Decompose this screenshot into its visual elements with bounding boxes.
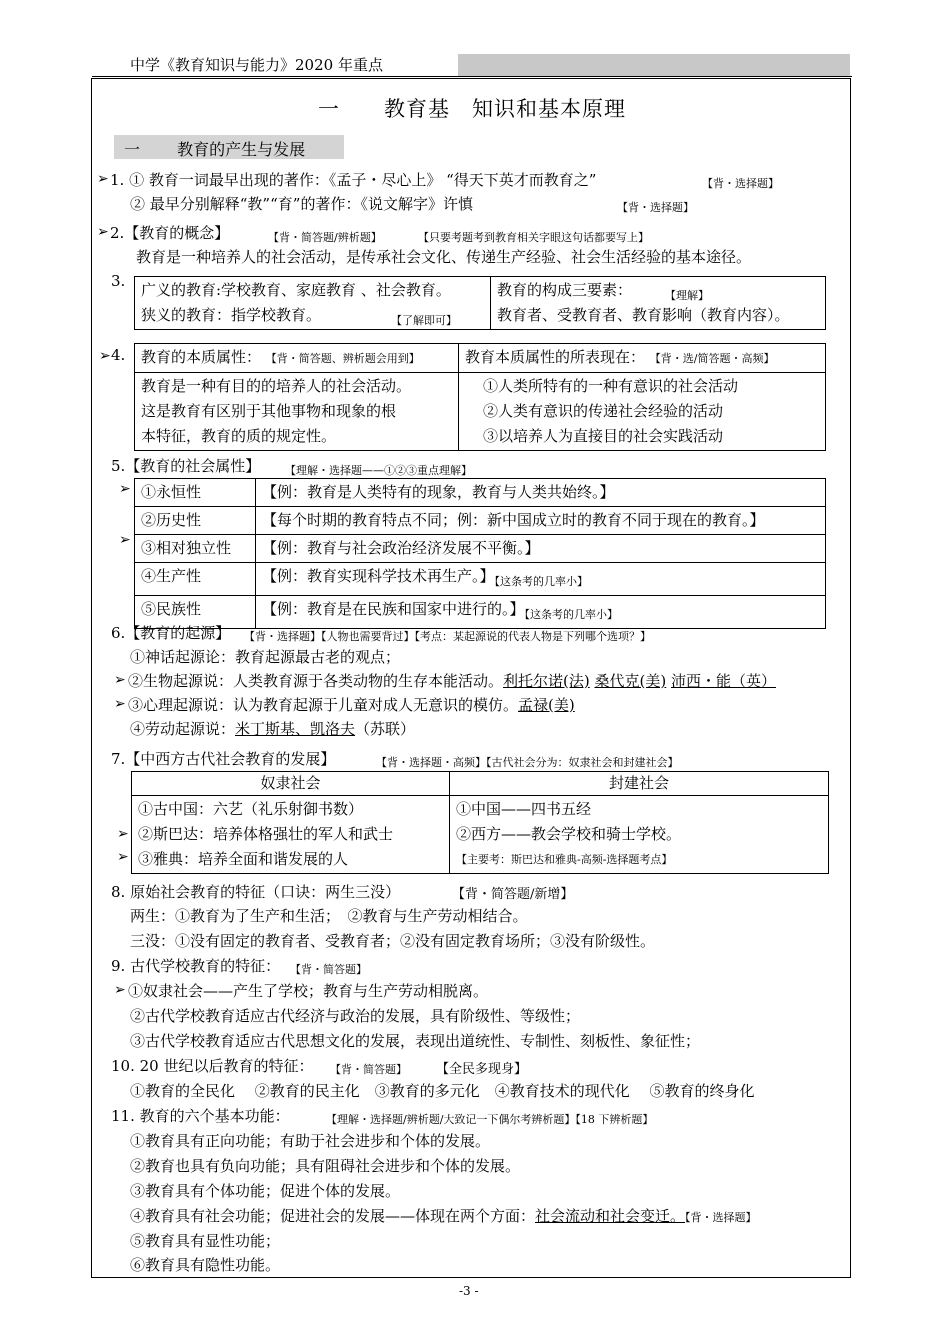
q11-line4-tag: 【背・选择题】 xyxy=(685,1211,757,1224)
q8-head: 8. 原始社会教育的特征（口诀：两生三没） xyxy=(111,883,401,901)
q6-person: 利托尔诺(法) xyxy=(503,672,590,690)
q7-right-tag: 【主要考：斯巴达和雅典-高频-选择题考点】 xyxy=(456,853,673,866)
q3-elements-body: 教育者、受教育者、教育影响（教育内容）。 xyxy=(497,306,790,324)
arrow-icon: ➢ xyxy=(97,224,109,240)
header-gray-bar xyxy=(458,54,850,76)
section-heading: 一 教育的产生与发展 xyxy=(124,140,306,159)
page-number: -3 - xyxy=(459,1284,479,1298)
q9-line: ②古代学校教育适应古代经济与政治的发展，具有阶级性、等级性； xyxy=(130,1007,581,1025)
q5-row xyxy=(135,479,826,507)
q6-line3 xyxy=(128,694,575,715)
q4-right-body xyxy=(459,373,826,451)
q6-person: 沛西・能（英） xyxy=(671,672,777,690)
q5-row xyxy=(135,563,826,596)
q5-row-name: ④生产性 xyxy=(135,563,256,596)
q6-line2-text: ②生物起源说：人类教育源于各类动物的生存本能活动。 xyxy=(128,672,504,690)
q4-table xyxy=(134,343,826,451)
q7-right-line: ①中国——四书五经 xyxy=(456,800,592,818)
q7-right-line: ②西方——教会学校和骑士学校。 xyxy=(456,825,682,843)
arrow-icon: ➢ xyxy=(119,532,131,548)
q5-table xyxy=(134,478,826,629)
q7-left-line: ②斯巴达：培养体格强壮的军人和武士 xyxy=(138,825,394,843)
q3-cell-right xyxy=(491,277,826,330)
q11-tag: 【理解・选择题/辨析题/大致记一下偶尔考辨析题】【18 下辨析题】 xyxy=(326,1113,654,1126)
q7-col1: 奴隶社会 xyxy=(132,772,450,796)
q6-line1: ①神话起源论：教育起源最古老的观点； xyxy=(130,648,401,666)
arrow-icon: ➢ xyxy=(97,171,109,187)
q6-person: 米丁斯基、凯洛夫 xyxy=(235,720,356,738)
q5-desc: 【例：教育实现科学技术再生产。】 xyxy=(262,567,495,585)
q6-tags: 【背・选择题】【人物也需要背过】【考点：某起源说的代表人物是下列哪个选项？】 xyxy=(244,630,651,643)
q8-tag: 【背・简答题/新增】 xyxy=(452,887,574,902)
q5-row-name: ②历史性 xyxy=(135,507,256,535)
page-title: 一 教育基 知识和基本原理 xyxy=(318,97,626,121)
q6-line2 xyxy=(128,670,776,691)
q3-table xyxy=(134,276,826,330)
q5-row xyxy=(135,507,826,535)
q6-line3-text: ③心理起源说：认为教育起源于儿童对成人无意识的模仿。 xyxy=(128,696,519,714)
q4-left-body xyxy=(135,373,459,451)
q7-left-body xyxy=(132,796,450,874)
q10-tag1: 【背・简答题】 xyxy=(330,1063,407,1076)
q6-person: 桑代克(美) xyxy=(594,672,667,690)
q9-tag: 【背・简答题】 xyxy=(290,963,367,976)
q5-row-desc xyxy=(256,563,826,596)
q1-line1: 1. ① 教育一词最早出现的著作：《孟子・尽心上》 “得天下英才而教育之” xyxy=(110,171,597,189)
q3-broad: 广义的教育:学校教育、家庭教育 、社会教育。 xyxy=(141,281,451,299)
q5-row xyxy=(135,535,826,563)
q6-line4-text: ④劳动起源说： xyxy=(130,720,236,738)
q1-line2: ② 最早分别解释“教”“育”的著作：《说文解字》许慎 xyxy=(130,195,473,213)
q4-left-line: 教育是一种有目的的培养人的社会活动。 xyxy=(141,377,412,395)
arrow-icon: ➢ xyxy=(114,696,126,712)
q11-line: ②教育也具有负向功能；具有阻碍社会进步和个体的发展。 xyxy=(130,1157,521,1175)
q5-row-name: ①永恒性 xyxy=(135,479,256,507)
q11-line: ⑥教育具有隐性功能。 xyxy=(130,1256,281,1274)
q3-narrow: 狭义的教育：指学校教育。 xyxy=(141,306,322,324)
q11-line4 xyxy=(130,1205,757,1226)
header-title: 中学《教育知识与能力》2020 年重点 xyxy=(130,56,383,74)
q5-row-name: ③相对独立性 xyxy=(135,535,256,563)
q7-table xyxy=(131,771,829,874)
header-rule xyxy=(92,76,852,77)
q2-head: 2.【教育的概念】 xyxy=(110,224,230,242)
q9-head: 9. 古代学校教育的特征： xyxy=(111,957,281,975)
q5-head: 5.【教育的社会属性】 xyxy=(111,457,261,475)
q1-tag2: 【背・选择题】 xyxy=(617,201,694,214)
arrow-icon: ➢ xyxy=(117,849,129,865)
q9-line: ①奴隶社会——产生了学校；教育与生产劳动相脱离。 xyxy=(128,982,489,1000)
q5-row-desc xyxy=(256,535,826,563)
q4-num: 4. xyxy=(111,346,126,364)
q6-person: 孟禄(美) xyxy=(518,696,575,714)
q3-elements-head: 教育的构成三要素： xyxy=(497,281,633,299)
q7-head: 7.【中西方古代社会教育的发展】 xyxy=(111,750,336,768)
q7-right-body xyxy=(450,796,829,874)
q5-desc: 【例：教育是人类特有的现象，教育与人类共始终。】 xyxy=(262,483,615,501)
q11-line: ①教育具有正向功能；有助于社会进步和个体的发展。 xyxy=(130,1132,491,1150)
q11-line: ⑤教育具有显性功能； xyxy=(130,1232,281,1250)
q5-row-name: ⑤民族性 xyxy=(135,596,256,629)
q5-desc: 【例：教育与社会政治经济发展不平衡。】 xyxy=(262,539,540,557)
q5-row-desc xyxy=(256,507,826,535)
arrow-icon: ➢ xyxy=(119,481,131,497)
q6-line4 xyxy=(130,718,415,739)
q5-row xyxy=(135,596,826,629)
q2-tag1: 【背・简答题/辨析题】 xyxy=(268,231,382,244)
q4-left-head: 教育的本质属性： xyxy=(141,348,262,366)
q11-head: 11. 教育的六个基本功能： xyxy=(111,1107,290,1125)
q6-line4-tail: （苏联） xyxy=(355,720,416,738)
q10-line: ①教育的全民化 ②教育的民主化 ③教育的多元化 ④教育技术的现代化 ⑤教育的终身化 xyxy=(130,1082,755,1100)
q2-tag2: 【只要考题考到教育相关字眼这句话都要写上】 xyxy=(418,231,649,244)
q7-left-line: ①古中国：六艺（礼乐射御书数） xyxy=(138,800,364,818)
arrow-icon: ➢ xyxy=(99,348,111,364)
q7-col2: 封建社会 xyxy=(450,772,829,796)
arrow-icon: ➢ xyxy=(117,826,129,842)
q5-note: 【这条考的几率小】 xyxy=(494,575,589,588)
q5-desc: 【每个时期的教育特点不同；例：新中国成立时的教育不同于现在的教育。】 xyxy=(262,511,765,529)
q5-tag: 【理解・选择题——①②③重点理解】 xyxy=(285,464,472,477)
arrow-icon: ➢ xyxy=(114,672,126,688)
q9-line: ③古代学校教育适应古代思想文化的发展，表现出道统性、专制性、刻板性、象征性； xyxy=(130,1032,701,1050)
arrow-icon: ➢ xyxy=(114,982,126,998)
q4-right-tag: 【背・选/简答题・高频】 xyxy=(649,352,775,365)
q10-head: 10. 20 世纪以后教育的特征： xyxy=(111,1057,314,1075)
q5-desc: 【例：教育是在民族和国家中进行的。】 xyxy=(262,600,525,618)
q8-line2: 三没：①没有固定的教育者、受教育者；②没有固定教育场所；③没有阶级性。 xyxy=(130,932,656,950)
q4-left-line: 这是教育有区别于其他事物和现象的根 xyxy=(141,402,397,420)
q4-right-line: ③以培养人为直接目的社会实践活动 xyxy=(483,427,724,445)
q5-note: 【这条考的几率小】 xyxy=(524,608,619,621)
q4-right-head: 教育本质属性的所表现在： xyxy=(465,348,646,366)
q8-line1: 两生：①教育为了生产和生活； ②教育与生产劳动相结合。 xyxy=(130,907,528,925)
q4-right-line: ①人类所特有的一种有意识的社会活动 xyxy=(483,377,739,395)
q1-tag1: 【背・选择题】 xyxy=(702,177,779,190)
q11-line4-text: ④教育具有社会功能；促进社会的发展——体现在两个方面： xyxy=(130,1207,536,1225)
q11-line: ③教育具有个体功能；促进个体的发展。 xyxy=(130,1182,401,1200)
q3-num: 3. xyxy=(111,272,126,290)
q3-cell-left xyxy=(135,277,491,330)
q7-tags: 【背・选择题・高频】【古代社会分为：奴隶社会和封建社会】 xyxy=(376,756,679,769)
q4-left-tag: 【背・简答题、辨析题会用到】 xyxy=(265,352,420,365)
q3-narrow-tag: 【了解即可】 xyxy=(391,314,457,327)
q5-row-desc xyxy=(256,596,826,629)
q6-head: 6.【教育的起源】 xyxy=(111,624,231,642)
q5-row-desc xyxy=(256,479,826,507)
q2-body: 教育是一种培养人的社会活动，是传承社会文化、传递生产经验、社会生活经验的基本途径。 xyxy=(136,248,752,266)
q3-elements-tag: 【理解】 xyxy=(665,289,709,302)
q4-right-head-cell xyxy=(459,344,826,373)
q4-left-head-cell xyxy=(135,344,459,373)
q10-tag2: 【全民多现身】 xyxy=(436,1062,528,1077)
q4-left-line: 本特征，教育的质的规定性。 xyxy=(141,427,337,445)
q11-line4-underlined: 社会流动和社会变迁。 xyxy=(535,1207,686,1225)
q4-right-line: ②人类有意识的传递社会经验的活动 xyxy=(483,402,724,420)
q7-left-line: ③雅典：培养全面和谐发展的人 xyxy=(138,850,349,868)
